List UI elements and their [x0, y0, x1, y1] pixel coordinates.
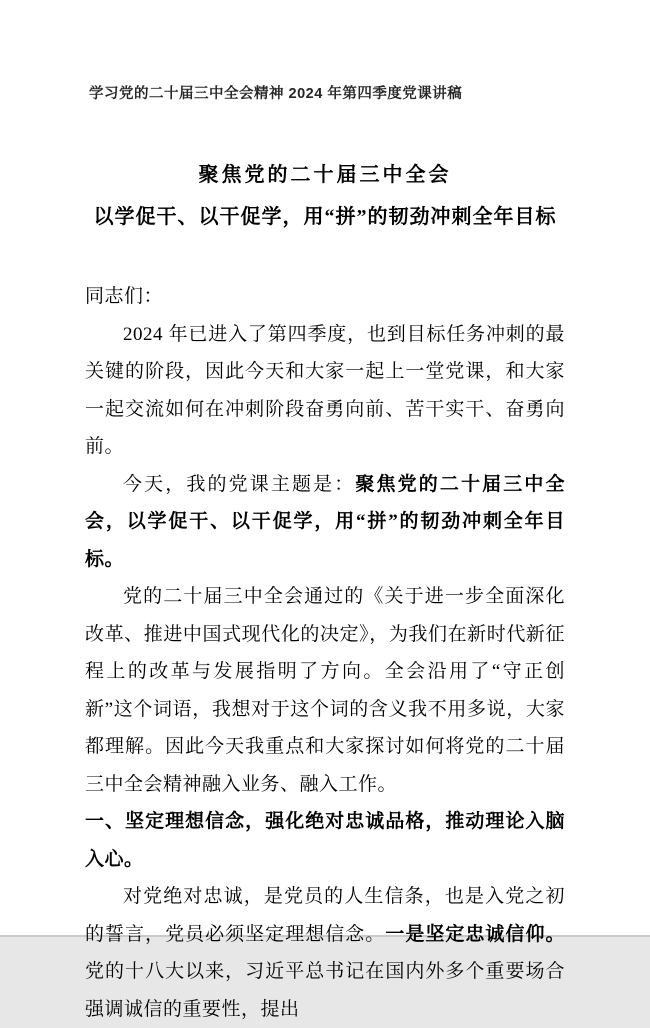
- text-run-bold: 一是坚定忠诚信仰。: [385, 923, 565, 945]
- document-body: [85, 278, 565, 1028]
- text-run: 今天，我的党课主题是：: [123, 473, 356, 495]
- section-heading: [85, 803, 565, 878]
- text-run-bold: 聚焦党的二十届三中全会，以学促干、以干促学，用“拼”的韧劲冲刺全年目标。: [85, 473, 565, 570]
- document-header-note: 学习党的二十届三中全会精神 2024 年第四季度党课讲稿: [89, 86, 463, 102]
- paragraph: [85, 316, 565, 466]
- text-run: 2024 年已进入了第四季度，也到目标任务冲刺的最关键的阶段，因此今天和大家一起上一堂党课，和大家一起交流如何在冲刺阶段奋勇向前、苦干实干、奋勇向前。: [85, 323, 565, 457]
- text-run: 对党绝对忠诚，是党员的人生信条，也是入党之初的誓言，党员必须坚定理想信念。: [85, 886, 565, 945]
- text-run: 同志们：: [85, 286, 164, 307]
- paragraph: [85, 278, 565, 316]
- paragraph: [85, 578, 565, 803]
- text-run-bold: 一、坚定理想信念，强化绝对忠诚品格，推动理论入脑入心。: [85, 811, 565, 870]
- text-run: 党的十八大以来，习近平总书记在国内外多个重要场合强调诚信的重要性，提出: [85, 961, 565, 1020]
- paragraph: [85, 466, 565, 579]
- document-title: 聚焦党的二十届三中全会: [198, 164, 452, 186]
- text-run: 党的二十届三中全会通过的《关于进一步全面深化改革、推进中国式现代化的决定》，为我们在新时代新征程上的改革与发展指明了方向。全会沿用了“守正创新”这个词语，我想对于这个词的含义我不用多说，大家都理解。因此今天我重点和大家探讨如何将党的二十届三中全会精神融入业务、融入工作。: [85, 586, 565, 795]
- document-subtitle: 以学促干、以干促学，用“拼”的韧劲冲刺全年目标: [93, 206, 557, 228]
- paragraph: [85, 878, 565, 1028]
